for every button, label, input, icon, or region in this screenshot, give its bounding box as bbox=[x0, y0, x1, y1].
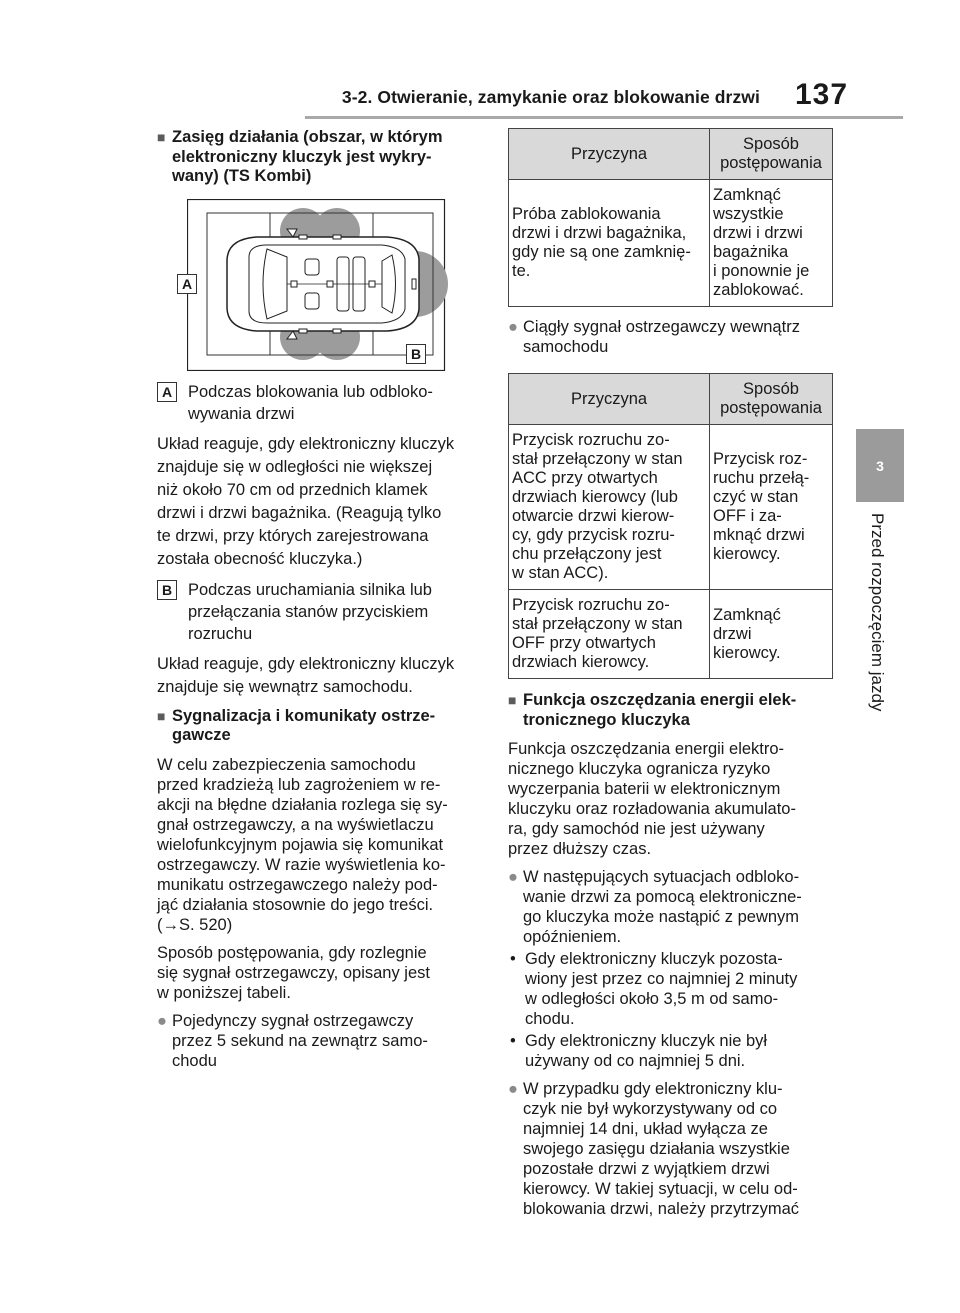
bullet-14-days: ● W przypadku gdy elektroniczny klu- czyk nie był wykorzystywany od co najmniej 14 dni, układ wyłącza ze swojego zasięgu działania wszystkie pozostałe drzwi z wyjątkiem drzwi kierowcy. W takiej sytuacji, w celu od- blokowania drzwi, należy przytrzymać bbox=[508, 1080, 800, 1218]
label-a: A bbox=[177, 274, 197, 294]
sub-item-2: • Gdy elektroniczny kluczyk nie był używany od co najmniej 5 dni. bbox=[510, 1032, 768, 1070]
table-row bbox=[509, 590, 833, 679]
page-number: 137 bbox=[795, 78, 849, 111]
round-bullet-icon: ● bbox=[508, 318, 518, 336]
paragraph-e: Funkcja oszczędzania energii elektro- nicznego kluczyka ogranicza ryzyko wyczerpania baterii w elektronicznym kluczyku oraz rozładowania akumulato- ra, gdy samochód nie jest używany przez dłuższy czas. bbox=[508, 740, 796, 858]
paragraph-d: Sposób postępowania, gdy rozlegnie się sygnał ostrzegawczy, opisany jest w poniższej tabeli. bbox=[157, 943, 430, 1002]
item-b: B Podczas uruchamiania silnika lub przełączania stanów przyciskiem rozruchu bbox=[157, 579, 479, 645]
bullet-continuous-signal: ● Ciągły sygnał ostrzegawczy wewnątrz samochodu bbox=[508, 318, 800, 356]
heading-warnings: ■ Sygnalizacja i komunikaty ostrze- gawcze bbox=[157, 706, 436, 744]
table-cell: Zamknąć wszystkie drzwi i drzwi bagażnika i ponownie je zablokować. bbox=[710, 180, 833, 307]
paragraph-b: Układ reaguje, gdy elektroniczny kluczyk znajduje się wewnątrz samochodu. bbox=[157, 654, 455, 696]
table-cell: Przycisk roz- ruchu przełą- czyć w stan OFF i za- mknąć drzwi kierowcy. bbox=[710, 425, 833, 590]
paragraph-c: W celu zabezpieczenia samochodu przed kradzieżą lub zagrożeniem w re- akcji na błędne działania rozlega się sy- gnał ostrzegawczy, a na wyświetlaczu wielofunkcyjnym pojawia się komunikat ostrzegawczy. W razie wyświetlenia ko- munikatu ostrzegawczego należy pod- jąć działania stosownie do jego treści. (→S. 520) bbox=[157, 755, 448, 934]
table-cell: Przycisk rozruchu zo- stał przełączony w stan ACC przy otwartych drzwiach kierowcy (lub otwarcie drzwi kierow- cy, gdy przycisk rozru- chu przełączony jest w stan ACC). bbox=[509, 425, 710, 590]
table-header: Sposób postępowania bbox=[710, 129, 833, 180]
section-title: 3-2. Otwieranie, zamykanie oraz blokowanie drzwi bbox=[341, 87, 760, 107]
table-header: Przyczyna bbox=[509, 129, 710, 180]
car-top-view-icon bbox=[187, 199, 477, 371]
heading-energy-saving: ■ Funkcja oszczędzania energii elek- tronicznego kluczyka bbox=[508, 691, 797, 729]
letter-a-badge: A bbox=[157, 382, 177, 402]
table-header: Sposób postępowania bbox=[710, 374, 833, 425]
sub-item-1: • Gdy elektroniczny kluczyk pozosta- wiony jest przez co najmniej 2 minuty w odległości około 3,5 m od samo- chodu. bbox=[510, 950, 798, 1028]
table-single-signal bbox=[508, 128, 833, 307]
table-row bbox=[509, 180, 833, 307]
table-row bbox=[509, 425, 833, 590]
round-bullet-icon: ● bbox=[508, 868, 518, 886]
square-bullet-icon: ■ bbox=[157, 129, 166, 145]
table-continuous-signal bbox=[508, 373, 833, 679]
round-bullet-icon: ● bbox=[157, 1011, 167, 1030]
round-bullet-icon: ● bbox=[508, 1080, 518, 1098]
table-cell: Próba zablokowania drzwi i drzwi bagażnika, gdy nie są one zamknię- te. bbox=[509, 180, 710, 307]
chapter-tab: 3 bbox=[856, 429, 904, 502]
chapter-label: Przed rozpoczęciem jazdy bbox=[868, 513, 887, 712]
bullet-single-signal: ● Pojedynczy sygnał ostrzegawczy przez 5 sekund na zewnątrz samo- chodu bbox=[157, 1011, 428, 1070]
item-a: A Podczas blokowania lub odbloko- wywania drzwi bbox=[157, 381, 479, 425]
paragraph-a: Układ reaguje, gdy elektroniczny kluczyk znajduje się w odległości nie większej niż około 70 cm od przednich klamek drzwi i drzwi bagażnika. (Reagują tylko te drzwi, przy których zarejestrowana została obecność kluczyka.) bbox=[157, 434, 455, 568]
header-rule bbox=[305, 116, 903, 119]
square-bullet-icon: ■ bbox=[157, 707, 166, 724]
letter-b-badge: B bbox=[157, 580, 177, 600]
range-diagram bbox=[181, 199, 477, 371]
label-b: B bbox=[406, 344, 426, 364]
square-bullet-icon: ■ bbox=[508, 692, 517, 708]
table-header: Przyczyna bbox=[509, 374, 710, 425]
table-cell: Przycisk rozruchu zo- stał przełączony w stan OFF przy otwartych drzwiach kierowcy. bbox=[509, 590, 710, 679]
table-cell: Zamknąć drzwi kierowcy. bbox=[710, 590, 833, 679]
left-column bbox=[157, 128, 479, 1079]
bullet-delay: ● W następujących sytuacjach odbloko- wanie drzwi za pomocą elektroniczne- go kluczyka może nastąpić z pewnym opóźnieniem. bbox=[508, 868, 802, 946]
heading-range: ■ Zasięg działania (obszar, w którym elektroniczny kluczyk jest wykry- wany) (TS Kombi) bbox=[157, 128, 443, 185]
right-column bbox=[508, 128, 833, 1227]
